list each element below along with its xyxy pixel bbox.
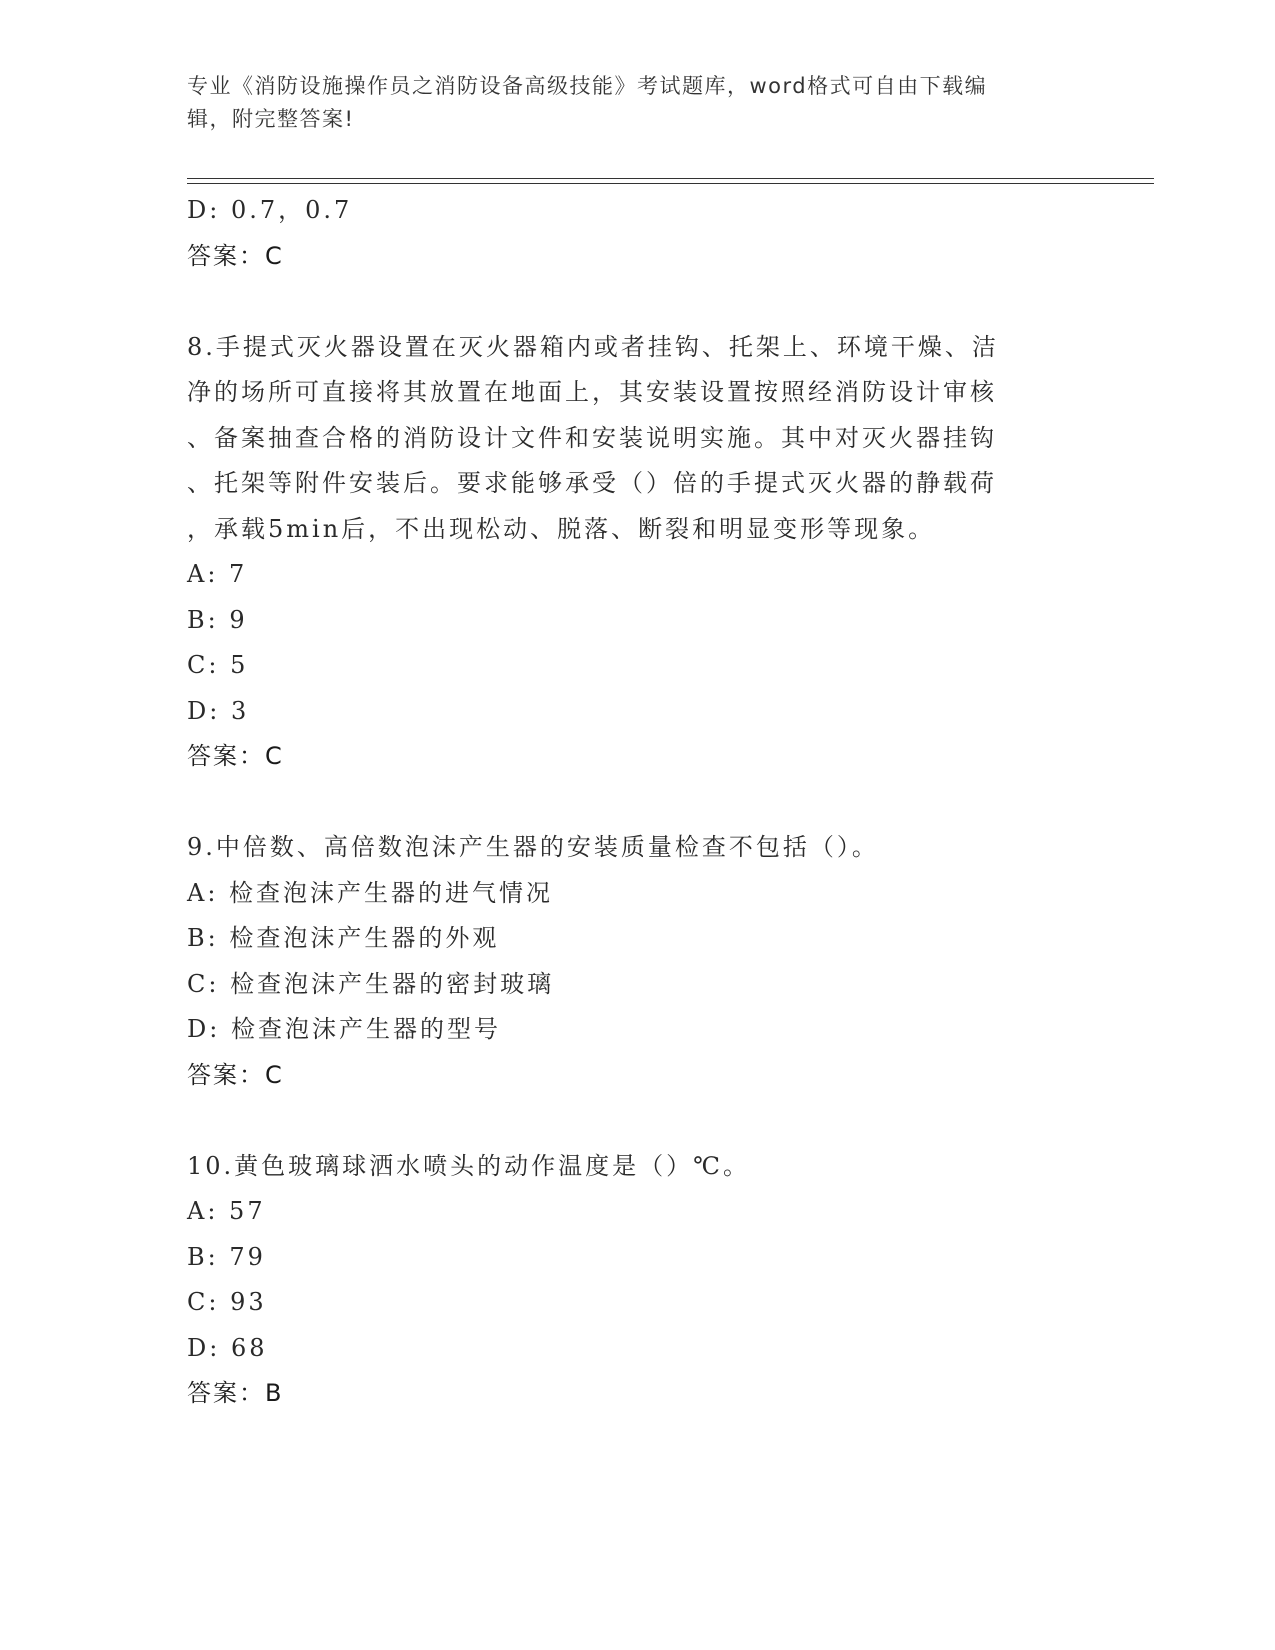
q9-answer: 答案：C <box>187 1060 284 1089</box>
q9-option-b: B: 检查泡沫产生器的外观 <box>187 924 500 952</box>
question-10 <box>187 1144 1067 1417</box>
q9-stem: 9.中倍数、高倍数泡沫产生器的安装质量检查不包括（）。 <box>187 833 879 861</box>
q8-option-d: D: 3 <box>187 696 250 725</box>
q10-option-b: B: 79 <box>187 1242 266 1271</box>
spacer <box>187 1098 1067 1144</box>
q8-option-b: B: 9 <box>187 605 248 634</box>
q9-option-d: D: 检查泡沫产生器的型号 <box>187 1015 501 1043</box>
question-8 <box>187 325 1067 780</box>
spacer <box>187 279 1067 325</box>
q8-option-c: C: 5 <box>187 651 249 679</box>
q9-option-c: C: 检查泡沫产生器的密封玻璃 <box>187 969 555 998</box>
q8-stem-line-5: ，承载5min后，不出现松动、脱落、断裂和明显变形等现象。 <box>187 514 936 543</box>
header-title-line-2: 辑，附完整答案! <box>187 107 355 131</box>
q10-option-d: D: 68 <box>187 1333 268 1362</box>
question-9 <box>187 825 1067 1098</box>
q10-answer: 答案：B <box>187 1379 284 1407</box>
q8-option-a: A: 7 <box>187 560 248 588</box>
q8-stem-line-3: 、备案抽查合格的消防设计文件和安装说明实施。其中对灭火器挂钩 <box>187 423 997 452</box>
q10-option-c: C: 93 <box>187 1288 267 1316</box>
q8-stem-line-1: 8.手提式灭火器设置在灭火器箱内或者挂钩、托架上、环境干燥、洁 <box>187 332 999 361</box>
document-header <box>187 70 1067 136</box>
q7-option-d: D: 0.7，0.7 <box>187 196 353 224</box>
question-list <box>187 188 1067 1417</box>
spacer <box>187 780 1067 826</box>
header-title-line-1: 专业《消防设施操作员之消防设备高级技能》考试题库，word格式可自由下载编 <box>187 74 988 98</box>
q8-answer: 答案：C <box>187 742 284 770</box>
header-divider-top <box>187 178 1154 179</box>
header-divider-bottom <box>187 183 1154 184</box>
q7-answer: 答案：C <box>187 241 284 270</box>
q10-option-a: A: 57 <box>187 1197 266 1225</box>
q9-option-a: A: 检查泡沫产生器的进气情况 <box>187 878 554 907</box>
q10-stem: 10.黄色玻璃球洒水喷头的动作温度是（）℃。 <box>187 1151 751 1180</box>
q8-stem-line-4: 、托架等附件安装后。要求能够承受（）倍的手提式灭火器的静载荷 <box>187 469 997 497</box>
q8-stem-line-2: 净的场所可直接将其放置在地面上，其安装设置按照经消防设计审核 <box>187 378 997 406</box>
